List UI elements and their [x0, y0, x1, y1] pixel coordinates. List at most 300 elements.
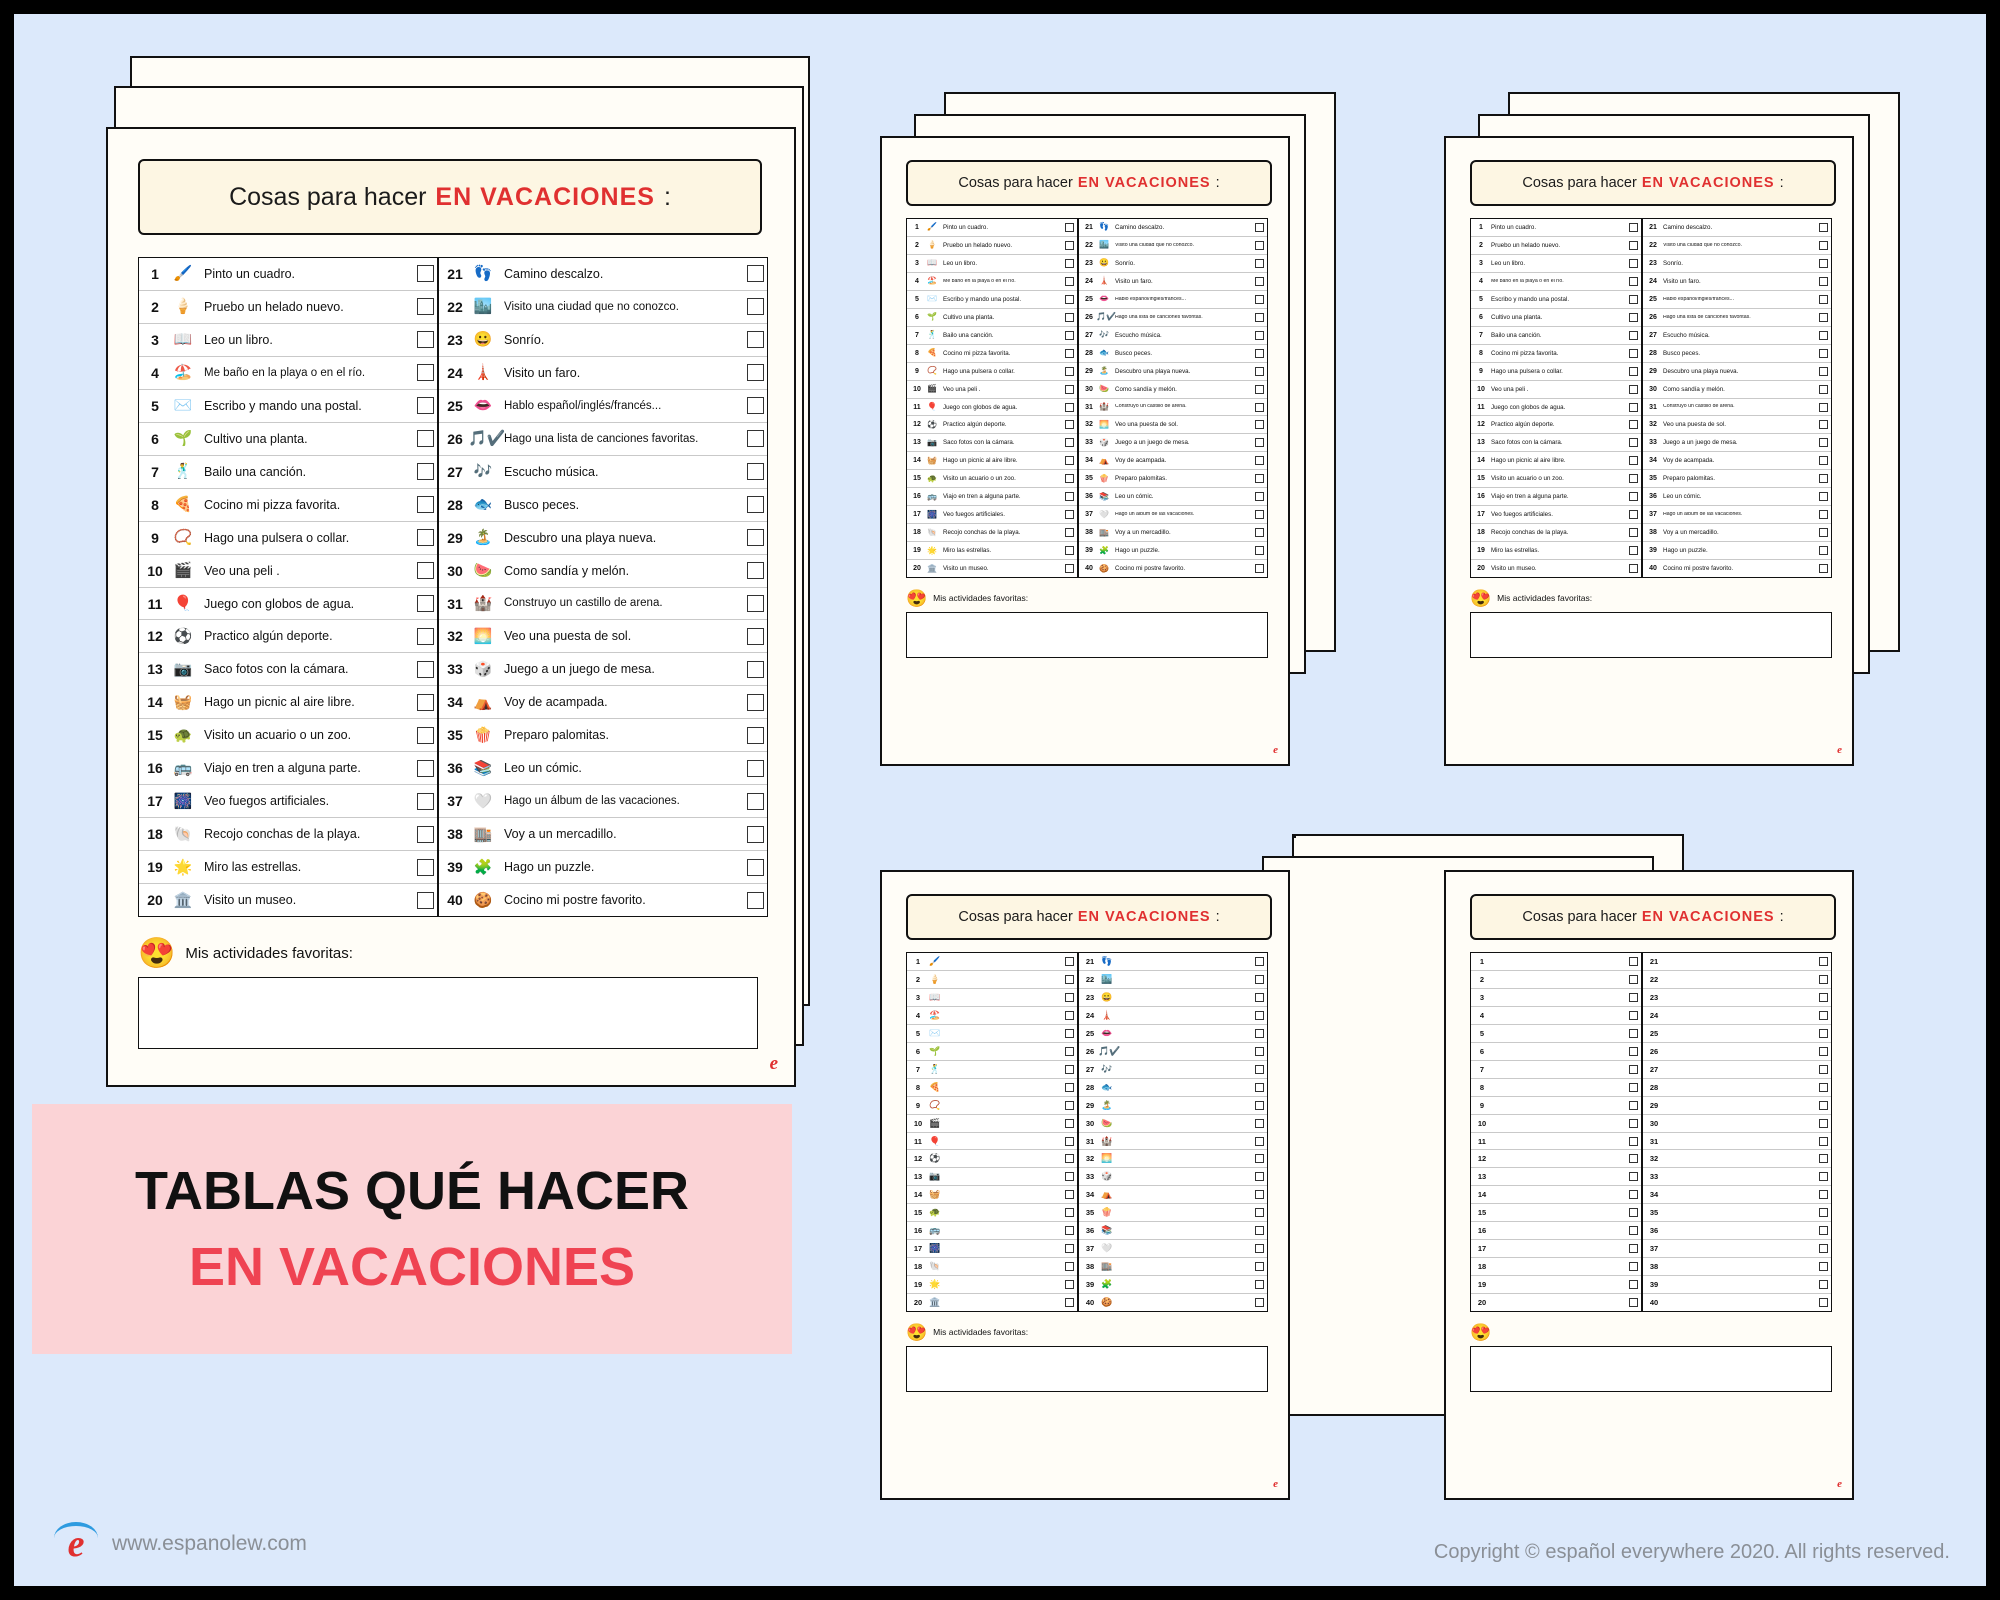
favorites-textarea[interactable]	[1470, 612, 1832, 658]
checklist-row[interactable]	[1079, 381, 1267, 399]
checklist-row[interactable]	[1471, 273, 1641, 291]
activity-checkbox[interactable]	[1629, 975, 1638, 984]
activity-checkbox[interactable]	[1629, 492, 1638, 501]
activity-checkbox[interactable]	[1819, 1137, 1828, 1146]
checklist-row[interactable]	[439, 324, 767, 357]
activity-checkbox[interactable]	[1255, 403, 1264, 412]
activity-checkbox[interactable]	[747, 265, 764, 282]
checklist-row[interactable]	[1471, 237, 1641, 255]
checklist-row[interactable]	[1079, 1133, 1267, 1151]
checklist-row[interactable]	[139, 522, 437, 555]
checklist-row[interactable]	[439, 818, 767, 851]
checklist-row[interactable]	[1471, 1043, 1641, 1061]
activity-checkbox[interactable]	[1629, 1298, 1638, 1307]
checklist-row[interactable]	[1079, 399, 1267, 417]
checklist-row[interactable]	[439, 588, 767, 621]
activity-checkbox[interactable]	[1629, 295, 1638, 304]
checklist-row[interactable]	[1471, 989, 1641, 1007]
checklist-row[interactable]	[139, 489, 437, 522]
checklist-row[interactable]	[1079, 1079, 1267, 1097]
checklist-row[interactable]	[1079, 524, 1267, 542]
activity-checkbox[interactable]	[1255, 438, 1264, 447]
favorites-textarea[interactable]	[138, 977, 758, 1049]
checklist-row[interactable]	[1643, 434, 1831, 452]
activity-checkbox[interactable]	[1065, 1298, 1074, 1307]
checklist-row[interactable]	[1079, 416, 1267, 434]
checklist-row[interactable]	[1471, 381, 1641, 399]
activity-checkbox[interactable]	[1819, 1011, 1828, 1020]
activity-checkbox[interactable]	[747, 793, 764, 810]
checklist-row[interactable]	[1079, 560, 1267, 577]
activity-checkbox[interactable]	[1255, 241, 1264, 250]
activity-checkbox[interactable]	[1629, 456, 1638, 465]
activity-checkbox[interactable]	[1629, 1208, 1638, 1217]
activity-checkbox[interactable]	[1255, 1047, 1264, 1056]
activity-checkbox[interactable]	[1065, 1172, 1074, 1181]
checklist-row[interactable]	[1471, 1025, 1641, 1043]
checklist-row[interactable]	[1643, 989, 1831, 1007]
activity-checkbox[interactable]	[1255, 331, 1264, 340]
activity-checkbox[interactable]	[1819, 1101, 1828, 1110]
activity-checkbox[interactable]	[1629, 1101, 1638, 1110]
checklist-row[interactable]	[1079, 273, 1267, 291]
activity-checkbox[interactable]	[1819, 1119, 1828, 1128]
activity-checkbox[interactable]	[1629, 993, 1638, 1002]
checklist-row[interactable]	[907, 363, 1077, 381]
activity-checkbox[interactable]	[1819, 385, 1828, 394]
checklist-row[interactable]	[1643, 506, 1831, 524]
checklist-row[interactable]	[1079, 327, 1267, 345]
activity-checkbox[interactable]	[1629, 438, 1638, 447]
checklist-row[interactable]	[907, 488, 1077, 506]
checklist-row[interactable]	[1471, 1258, 1641, 1276]
checklist-row[interactable]	[1079, 237, 1267, 255]
checklist-row[interactable]	[439, 785, 767, 818]
checklist-row[interactable]	[439, 291, 767, 324]
checklist-row[interactable]	[439, 489, 767, 522]
activity-checkbox[interactable]	[1819, 564, 1828, 573]
activity-checkbox[interactable]	[1629, 1011, 1638, 1020]
activity-checkbox[interactable]	[1819, 993, 1828, 1002]
activity-checkbox[interactable]	[1629, 1262, 1638, 1271]
activity-checkbox[interactable]	[1065, 223, 1074, 232]
activity-checkbox[interactable]	[1255, 1280, 1264, 1289]
checklist-row[interactable]	[1471, 1133, 1641, 1151]
checklist-row[interactable]	[1471, 488, 1641, 506]
checklist-row[interactable]	[139, 291, 437, 324]
checklist-row[interactable]	[907, 452, 1077, 470]
checklist-row[interactable]	[1643, 1133, 1831, 1151]
checklist-row[interactable]	[1079, 291, 1267, 309]
checklist-row[interactable]	[439, 390, 767, 423]
activity-checkbox[interactable]	[1065, 313, 1074, 322]
activity-checkbox[interactable]	[1065, 331, 1074, 340]
favorites-textarea[interactable]	[906, 1346, 1268, 1392]
checklist-row[interactable]	[1643, 381, 1831, 399]
activity-checkbox[interactable]	[1629, 1137, 1638, 1146]
checklist-row[interactable]	[1471, 434, 1641, 452]
checklist-row[interactable]	[139, 456, 437, 489]
activity-checkbox[interactable]	[1065, 241, 1074, 250]
checklist-row[interactable]	[1643, 524, 1831, 542]
checklist-row[interactable]	[907, 1168, 1077, 1186]
activity-checkbox[interactable]	[1629, 1244, 1638, 1253]
activity-checkbox[interactable]	[1065, 1047, 1074, 1056]
activity-checkbox[interactable]	[1819, 438, 1828, 447]
activity-checkbox[interactable]	[1065, 1226, 1074, 1235]
checklist-row[interactable]	[1471, 291, 1641, 309]
activity-checkbox[interactable]	[1065, 259, 1074, 268]
activity-checkbox[interactable]	[1255, 295, 1264, 304]
checklist-row[interactable]	[1471, 1186, 1641, 1204]
checklist-row[interactable]	[439, 653, 767, 686]
activity-checkbox[interactable]	[1629, 564, 1638, 573]
checklist-row[interactable]	[1079, 434, 1267, 452]
checklist-row[interactable]	[1079, 506, 1267, 524]
activity-checkbox[interactable]	[1629, 403, 1638, 412]
activity-checkbox[interactable]	[1819, 223, 1828, 232]
checklist-row[interactable]	[439, 851, 767, 884]
checklist-row[interactable]	[907, 524, 1077, 542]
checklist-row[interactable]	[439, 620, 767, 653]
activity-checkbox[interactable]	[1629, 241, 1638, 250]
checklist-row[interactable]	[139, 686, 437, 719]
activity-checkbox[interactable]	[1629, 313, 1638, 322]
activity-checkbox[interactable]	[1819, 975, 1828, 984]
checklist-row[interactable]	[1079, 345, 1267, 363]
checklist-row[interactable]	[1643, 452, 1831, 470]
activity-checkbox[interactable]	[1065, 385, 1074, 394]
activity-checkbox[interactable]	[1255, 259, 1264, 268]
checklist-row[interactable]	[1079, 1240, 1267, 1258]
checklist-row[interactable]	[1643, 1258, 1831, 1276]
activity-checkbox[interactable]	[747, 826, 764, 843]
checklist-row[interactable]	[1471, 1168, 1641, 1186]
activity-checkbox[interactable]	[1819, 1208, 1828, 1217]
checklist-row[interactable]	[139, 555, 437, 588]
activity-checkbox[interactable]	[1819, 1190, 1828, 1199]
activity-checkbox[interactable]	[417, 265, 434, 282]
activity-checkbox[interactable]	[747, 298, 764, 315]
checklist-row[interactable]	[907, 273, 1077, 291]
checklist-row[interactable]	[139, 884, 437, 916]
activity-checkbox[interactable]	[1819, 259, 1828, 268]
checklist-row[interactable]	[907, 470, 1077, 488]
activity-checkbox[interactable]	[1065, 975, 1074, 984]
checklist-row[interactable]	[1643, 219, 1831, 237]
checklist-row[interactable]	[1643, 1240, 1831, 1258]
activity-checkbox[interactable]	[1065, 1208, 1074, 1217]
checklist-row[interactable]	[1643, 291, 1831, 309]
checklist-row[interactable]	[907, 1043, 1077, 1061]
checklist-row[interactable]	[907, 1150, 1077, 1168]
checklist-row[interactable]	[1643, 470, 1831, 488]
checklist-row[interactable]	[1643, 363, 1831, 381]
checklist-row[interactable]	[1079, 542, 1267, 560]
checklist-row[interactable]	[1643, 1007, 1831, 1025]
activity-checkbox[interactable]	[1255, 420, 1264, 429]
activity-checkbox[interactable]	[1065, 1029, 1074, 1038]
activity-checkbox[interactable]	[1255, 1226, 1264, 1235]
checklist-row[interactable]	[1643, 1222, 1831, 1240]
activity-checkbox[interactable]	[1255, 1011, 1264, 1020]
activity-checkbox[interactable]	[1255, 1244, 1264, 1253]
activity-checkbox[interactable]	[417, 892, 434, 909]
checklist-row[interactable]	[907, 506, 1077, 524]
activity-checkbox[interactable]	[1819, 957, 1828, 966]
activity-checkbox[interactable]	[1819, 1226, 1828, 1235]
activity-checkbox[interactable]	[417, 694, 434, 711]
activity-checkbox[interactable]	[417, 661, 434, 678]
activity-checkbox[interactable]	[1255, 546, 1264, 555]
activity-checkbox[interactable]	[1065, 1280, 1074, 1289]
activity-checkbox[interactable]	[417, 793, 434, 810]
activity-checkbox[interactable]	[1629, 1190, 1638, 1199]
activity-checkbox[interactable]	[1065, 1190, 1074, 1199]
activity-checkbox[interactable]	[1255, 975, 1264, 984]
checklist-row[interactable]	[1471, 1007, 1641, 1025]
activity-checkbox[interactable]	[1819, 528, 1828, 537]
activity-checkbox[interactable]	[1819, 1065, 1828, 1074]
activity-checkbox[interactable]	[1629, 420, 1638, 429]
activity-checkbox[interactable]	[1629, 528, 1638, 537]
activity-checkbox[interactable]	[1629, 367, 1638, 376]
checklist-row[interactable]	[907, 237, 1077, 255]
checklist-row[interactable]	[1079, 1043, 1267, 1061]
activity-checkbox[interactable]	[1255, 456, 1264, 465]
activity-checkbox[interactable]	[1629, 223, 1638, 232]
activity-checkbox[interactable]	[1255, 1065, 1264, 1074]
checklist-row[interactable]	[1079, 1294, 1267, 1311]
checklist-row[interactable]	[439, 752, 767, 785]
activity-checkbox[interactable]	[1255, 1137, 1264, 1146]
activity-checkbox[interactable]	[1255, 492, 1264, 501]
activity-checkbox[interactable]	[417, 562, 434, 579]
checklist-row[interactable]	[907, 1240, 1077, 1258]
checklist-row[interactable]	[907, 971, 1077, 989]
activity-checkbox[interactable]	[1819, 313, 1828, 322]
checklist-row[interactable]	[1079, 452, 1267, 470]
checklist-row[interactable]	[1643, 1276, 1831, 1294]
checklist-row[interactable]	[907, 291, 1077, 309]
checklist-row[interactable]	[907, 345, 1077, 363]
checklist-row[interactable]	[1079, 255, 1267, 273]
checklist-row[interactable]	[1643, 255, 1831, 273]
activity-checkbox[interactable]	[417, 397, 434, 414]
checklist-row[interactable]	[139, 620, 437, 653]
activity-checkbox[interactable]	[1629, 1083, 1638, 1092]
activity-checkbox[interactable]	[417, 529, 434, 546]
activity-checkbox[interactable]	[1629, 277, 1638, 286]
checklist-row[interactable]	[1643, 1061, 1831, 1079]
favorites-textarea[interactable]	[1470, 1346, 1832, 1392]
checklist-row[interactable]	[1471, 1061, 1641, 1079]
checklist-row[interactable]	[1079, 1097, 1267, 1115]
checklist-row[interactable]	[1471, 399, 1641, 417]
activity-checkbox[interactable]	[1819, 277, 1828, 286]
checklist-row[interactable]	[139, 785, 437, 818]
activity-checkbox[interactable]	[1255, 957, 1264, 966]
activity-checkbox[interactable]	[1255, 993, 1264, 1002]
activity-checkbox[interactable]	[417, 463, 434, 480]
activity-checkbox[interactable]	[1629, 1280, 1638, 1289]
checklist-row[interactable]	[139, 588, 437, 621]
activity-checkbox[interactable]	[1065, 1154, 1074, 1163]
activity-checkbox[interactable]	[747, 562, 764, 579]
thumb-worksheet-blank[interactable]	[1444, 870, 1854, 1500]
activity-checkbox[interactable]	[1819, 1244, 1828, 1253]
checklist-row[interactable]	[907, 1007, 1077, 1025]
checklist-row[interactable]	[139, 818, 437, 851]
checklist-row[interactable]	[1643, 542, 1831, 560]
checklist-row[interactable]	[907, 309, 1077, 327]
activity-checkbox[interactable]	[1065, 492, 1074, 501]
activity-checkbox[interactable]	[1629, 349, 1638, 358]
footer-website-url[interactable]: www.espanolew.com	[112, 1532, 307, 1555]
checklist-row[interactable]	[1643, 237, 1831, 255]
checklist-row[interactable]	[907, 1186, 1077, 1204]
checklist-row[interactable]	[1471, 542, 1641, 560]
checklist-row[interactable]	[439, 258, 767, 291]
activity-checkbox[interactable]	[1819, 367, 1828, 376]
activity-checkbox[interactable]	[1255, 510, 1264, 519]
thumb-worksheet-2[interactable]	[1444, 136, 1854, 766]
activity-checkbox[interactable]	[1629, 331, 1638, 340]
activity-checkbox[interactable]	[1255, 1029, 1264, 1038]
checklist-row[interactable]	[1079, 1007, 1267, 1025]
activity-checkbox[interactable]	[1065, 564, 1074, 573]
activity-checkbox[interactable]	[1629, 1119, 1638, 1128]
checklist-row[interactable]	[1471, 470, 1641, 488]
checklist-row[interactable]	[139, 324, 437, 357]
checklist-row[interactable]	[1079, 363, 1267, 381]
checklist-row[interactable]	[1471, 416, 1641, 434]
activity-checkbox[interactable]	[1065, 420, 1074, 429]
activity-checkbox[interactable]	[1819, 1154, 1828, 1163]
checklist-row[interactable]	[139, 258, 437, 291]
checklist-row[interactable]	[139, 390, 437, 423]
checklist-row[interactable]	[1471, 309, 1641, 327]
checklist-row[interactable]	[1643, 560, 1831, 577]
activity-checkbox[interactable]	[417, 727, 434, 744]
checklist-row[interactable]	[1079, 1186, 1267, 1204]
checklist-row[interactable]	[1471, 1240, 1641, 1258]
checklist-row[interactable]	[1079, 1222, 1267, 1240]
activity-checkbox[interactable]	[417, 364, 434, 381]
thumb-worksheet-icons[interactable]	[880, 870, 1290, 1500]
checklist-row[interactable]	[1643, 345, 1831, 363]
activity-checkbox[interactable]	[747, 496, 764, 513]
checklist-row[interactable]	[1643, 416, 1831, 434]
activity-checkbox[interactable]	[1819, 1047, 1828, 1056]
activity-checkbox[interactable]	[1255, 1262, 1264, 1271]
checklist-row[interactable]	[1643, 273, 1831, 291]
checklist-row[interactable]	[1643, 327, 1831, 345]
checklist-row[interactable]	[1471, 1150, 1641, 1168]
checklist-row[interactable]	[439, 456, 767, 489]
checklist-row[interactable]	[907, 1294, 1077, 1311]
checklist-row[interactable]	[139, 719, 437, 752]
activity-checkbox[interactable]	[417, 595, 434, 612]
checklist-row[interactable]	[1471, 363, 1641, 381]
activity-checkbox[interactable]	[1629, 546, 1638, 555]
activity-checkbox[interactable]	[1255, 349, 1264, 358]
activity-checkbox[interactable]	[747, 430, 764, 447]
checklist-row[interactable]	[907, 1097, 1077, 1115]
activity-checkbox[interactable]	[1065, 349, 1074, 358]
checklist-row[interactable]	[1643, 1186, 1831, 1204]
checklist-row[interactable]	[1079, 488, 1267, 506]
checklist-row[interactable]	[1079, 971, 1267, 989]
activity-checkbox[interactable]	[1819, 331, 1828, 340]
activity-checkbox[interactable]	[1629, 259, 1638, 268]
checklist-row[interactable]	[907, 1061, 1077, 1079]
checklist-row[interactable]	[907, 1204, 1077, 1222]
checklist-row[interactable]	[907, 1133, 1077, 1151]
activity-checkbox[interactable]	[1819, 546, 1828, 555]
checklist-row[interactable]	[439, 522, 767, 555]
checklist-row[interactable]	[1643, 1043, 1831, 1061]
activity-checkbox[interactable]	[1629, 1154, 1638, 1163]
activity-checkbox[interactable]	[1255, 313, 1264, 322]
activity-checkbox[interactable]	[1065, 993, 1074, 1002]
checklist-row[interactable]	[1079, 953, 1267, 971]
activity-checkbox[interactable]	[747, 859, 764, 876]
checklist-row[interactable]	[907, 381, 1077, 399]
checklist-row[interactable]	[1643, 399, 1831, 417]
activity-checkbox[interactable]	[747, 694, 764, 711]
checklist-row[interactable]	[1471, 953, 1641, 971]
activity-checkbox[interactable]	[1629, 1226, 1638, 1235]
checklist-row[interactable]	[439, 423, 767, 456]
checklist-row[interactable]	[1079, 1025, 1267, 1043]
activity-checkbox[interactable]	[747, 727, 764, 744]
checklist-row[interactable]	[1643, 488, 1831, 506]
activity-checkbox[interactable]	[1065, 474, 1074, 483]
checklist-row[interactable]	[907, 1276, 1077, 1294]
activity-checkbox[interactable]	[1065, 1101, 1074, 1110]
activity-checkbox[interactable]	[1255, 474, 1264, 483]
checklist-row[interactable]	[1079, 1061, 1267, 1079]
activity-checkbox[interactable]	[1255, 1298, 1264, 1307]
activity-checkbox[interactable]	[1255, 1172, 1264, 1181]
checklist-row[interactable]	[439, 555, 767, 588]
activity-checkbox[interactable]	[1629, 1029, 1638, 1038]
checklist-row[interactable]	[1471, 1276, 1641, 1294]
activity-checkbox[interactable]	[417, 859, 434, 876]
activity-checkbox[interactable]	[417, 298, 434, 315]
activity-checkbox[interactable]	[1629, 957, 1638, 966]
activity-checkbox[interactable]	[747, 331, 764, 348]
checklist-row[interactable]	[439, 686, 767, 719]
checklist-row[interactable]	[1643, 971, 1831, 989]
checklist-row[interactable]	[1471, 971, 1641, 989]
activity-checkbox[interactable]	[1819, 1298, 1828, 1307]
checklist-row[interactable]	[907, 953, 1077, 971]
activity-checkbox[interactable]	[1629, 385, 1638, 394]
activity-checkbox[interactable]	[417, 430, 434, 447]
activity-checkbox[interactable]	[747, 529, 764, 546]
activity-checkbox[interactable]	[1819, 1172, 1828, 1181]
activity-checkbox[interactable]	[1819, 295, 1828, 304]
checklist-row[interactable]	[1079, 1276, 1267, 1294]
checklist-row[interactable]	[1079, 219, 1267, 237]
activity-checkbox[interactable]	[1819, 510, 1828, 519]
activity-checkbox[interactable]	[747, 463, 764, 480]
checklist-row[interactable]	[1643, 1097, 1831, 1115]
checklist-row[interactable]	[1643, 1115, 1831, 1133]
activity-checkbox[interactable]	[1255, 385, 1264, 394]
